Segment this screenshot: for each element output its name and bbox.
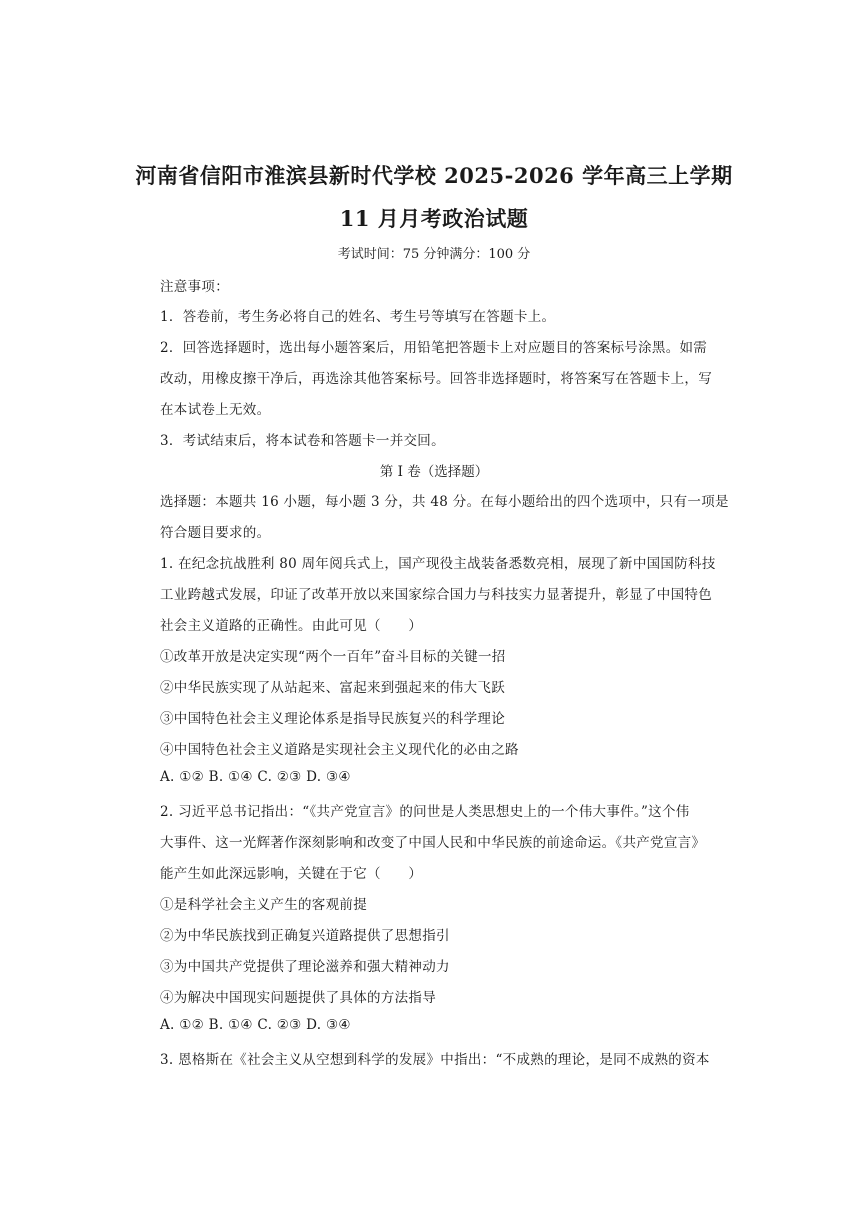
question-2-option: ④为解决中国现实问题提供了具体的方法指导 <box>160 990 436 1006</box>
section-heading: 第 I 卷（选择题） <box>379 464 489 480</box>
question-3-stem: 3. 恩格斯在《社会主义从空想到科学的发展》中指出：“不成熟的理论，是同不成熟的资本 <box>160 1052 710 1068</box>
question-2-option: ③为中国共产党提供了理论滋养和强大精神动力 <box>160 959 450 975</box>
section-intro: 选择题：本题共 16 小题，每小题 3 分，共 48 分。在每小题给出的四个选项中，只有一项是 <box>160 494 729 510</box>
question-2-answers: A. ①② B. ①④ C. ②③ D. ③④ <box>160 1017 351 1033</box>
question-1-option: ④中国特色社会主义道路是实现社会主义现代化的必由之路 <box>160 742 519 758</box>
notice-line: 在本试卷上无效。 <box>160 402 271 418</box>
question-2-option: ①是科学社会主义产生的客观前提 <box>160 897 367 913</box>
document-title-line1: 河南省信阳市淮滨县新时代学校 2025-2026 学年高三上学期 <box>135 163 733 188</box>
exam-info: 考试时间：75 分钟满分：100 分 <box>337 247 531 262</box>
question-2-stem: 2. 习近平总书记指出：“《共产党宣言》的问世是人类思想史上的一个伟大事件。”这个伟 <box>160 804 690 820</box>
notice-heading: 注意事项： <box>160 279 229 295</box>
question-1-stem: 工业跨越式发展，印证了改革开放以来国家综合国力与科技实力显著提升，彰显了中国特色 <box>160 587 712 603</box>
question-1-option: ①改革开放是决定实现“两个一百年”奋斗目标的关键一招 <box>160 649 506 665</box>
notice-line: 3．考试结束后，将本试卷和答题卡一并交回。 <box>160 433 445 449</box>
notice-line: 改动，用橡皮擦干净后，再选涂其他答案标号。回答非选择题时，将答案写在答题卡上，写 <box>160 371 712 387</box>
notice-line: 1．答卷前，考生务必将自己的姓名、考生号等填写在答题卡上。 <box>160 309 556 325</box>
document-title-line2: 11 月月考政治试题 <box>339 206 529 231</box>
notice-line: 2．回答选择题时，选出每小题答案后，用铅笔把答题卡上对应题目的答案标号涂黑。如需 <box>160 340 708 356</box>
question-2-stem: 能产生如此深远影响，关键在于它（ ） <box>160 866 423 882</box>
question-1-answers: A. ①② B. ①④ C. ②③ D. ③④ <box>160 769 351 785</box>
question-1-stem: 1. 在纪念抗战胜利 80 周年阅兵式上，国产现役主战装备悉数亮相，展现了新中国国防科技 <box>160 556 716 572</box>
question-1-stem: 社会主义道路的正确性。由此可见（ ） <box>160 618 423 634</box>
question-2-option: ②为中华民族找到正确复兴道路提供了思想指引 <box>160 928 450 944</box>
question-2-stem: 大事件、这一光辉著作深刻影响和改变了中国人民和中华民族的前途命运。《共产党宣言》 <box>160 835 706 851</box>
question-1-option: ③中国特色社会主义理论体系是指导民族复兴的科学理论 <box>160 711 505 727</box>
section-intro: 符合题目要求的。 <box>160 525 271 541</box>
question-1-option: ②中华民族实现了从站起来、富起来到强起来的伟大飞跃 <box>160 680 505 696</box>
